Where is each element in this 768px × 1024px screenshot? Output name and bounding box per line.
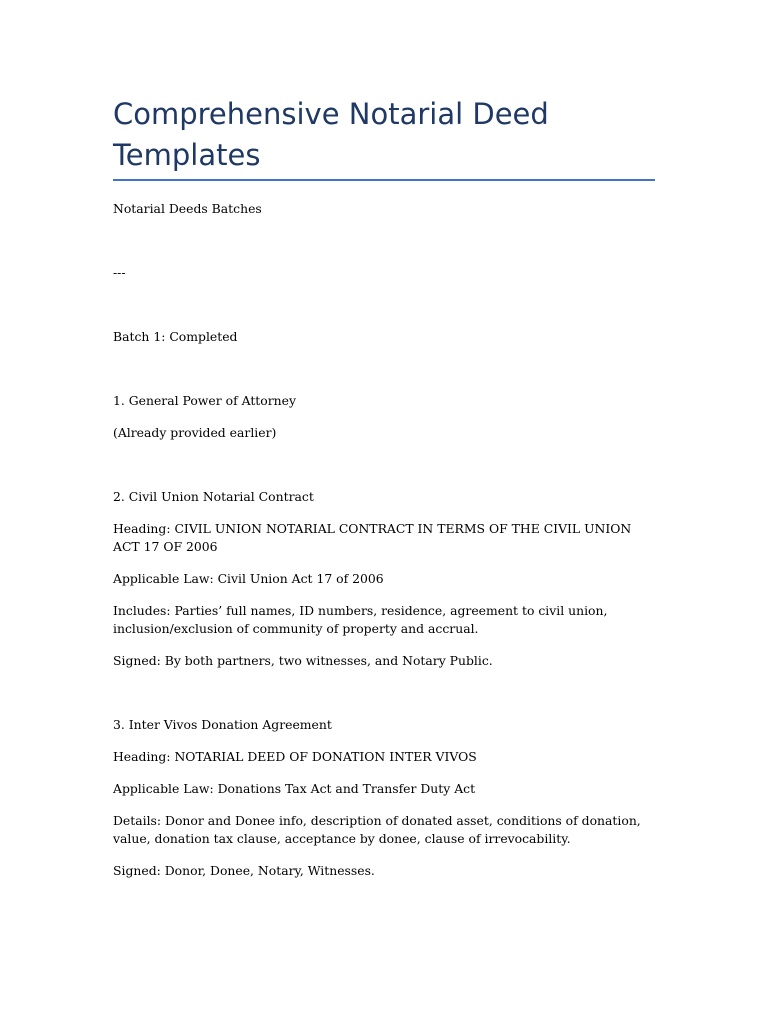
document-title: Comprehensive Notarial Deed Templates bbox=[113, 97, 549, 172]
document-page bbox=[113, 94, 655, 894]
section-line: Applicable Law: Civil Union Act 17 of 2006 bbox=[113, 571, 384, 586]
section-line: Applicable Law: Donations Tax Act and Transfer Duty Act bbox=[113, 781, 476, 796]
batch-heading: Batch 1: Completed bbox=[113, 329, 238, 344]
section-heading: 3. Inter Vivos Donation Agreement bbox=[113, 717, 332, 732]
spacer bbox=[113, 360, 655, 392]
spacer bbox=[113, 296, 655, 328]
section-line: Signed: By both partners, two witnesses, and Notary Public. bbox=[113, 653, 493, 668]
spacer bbox=[113, 456, 655, 488]
document-subtitle: Notarial Deeds Batches bbox=[113, 201, 262, 216]
title-underline bbox=[113, 179, 655, 181]
spacer bbox=[113, 232, 655, 264]
separator: --- bbox=[113, 265, 126, 280]
section-heading: 2. Civil Union Notarial Contract bbox=[113, 489, 314, 504]
section-line: Signed: Donor, Donee, Notary, Witnesses. bbox=[113, 863, 375, 878]
section-line: (Already provided earlier) bbox=[113, 425, 277, 440]
section-line: Includes: Parties’ full names, ID numbers, residence, agreement to civil union, inclusion/exclusion of community of property and accrual. bbox=[113, 603, 608, 636]
section-line: Heading: NOTARIAL DEED OF DONATION INTER VIVOS bbox=[113, 749, 477, 764]
section-heading: 1. General Power of Attorney bbox=[113, 393, 296, 408]
section-line: Details: Donor and Donee info, description of donated asset, conditions of donation, value, donation tax clause, acceptance by donee, clause of irrevocability. bbox=[113, 813, 641, 846]
spacer bbox=[113, 684, 655, 716]
section-line: Heading: CIVIL UNION NOTARIAL CONTRACT IN TERMS OF THE CIVIL UNION ACT 17 OF 2006 bbox=[113, 521, 632, 554]
